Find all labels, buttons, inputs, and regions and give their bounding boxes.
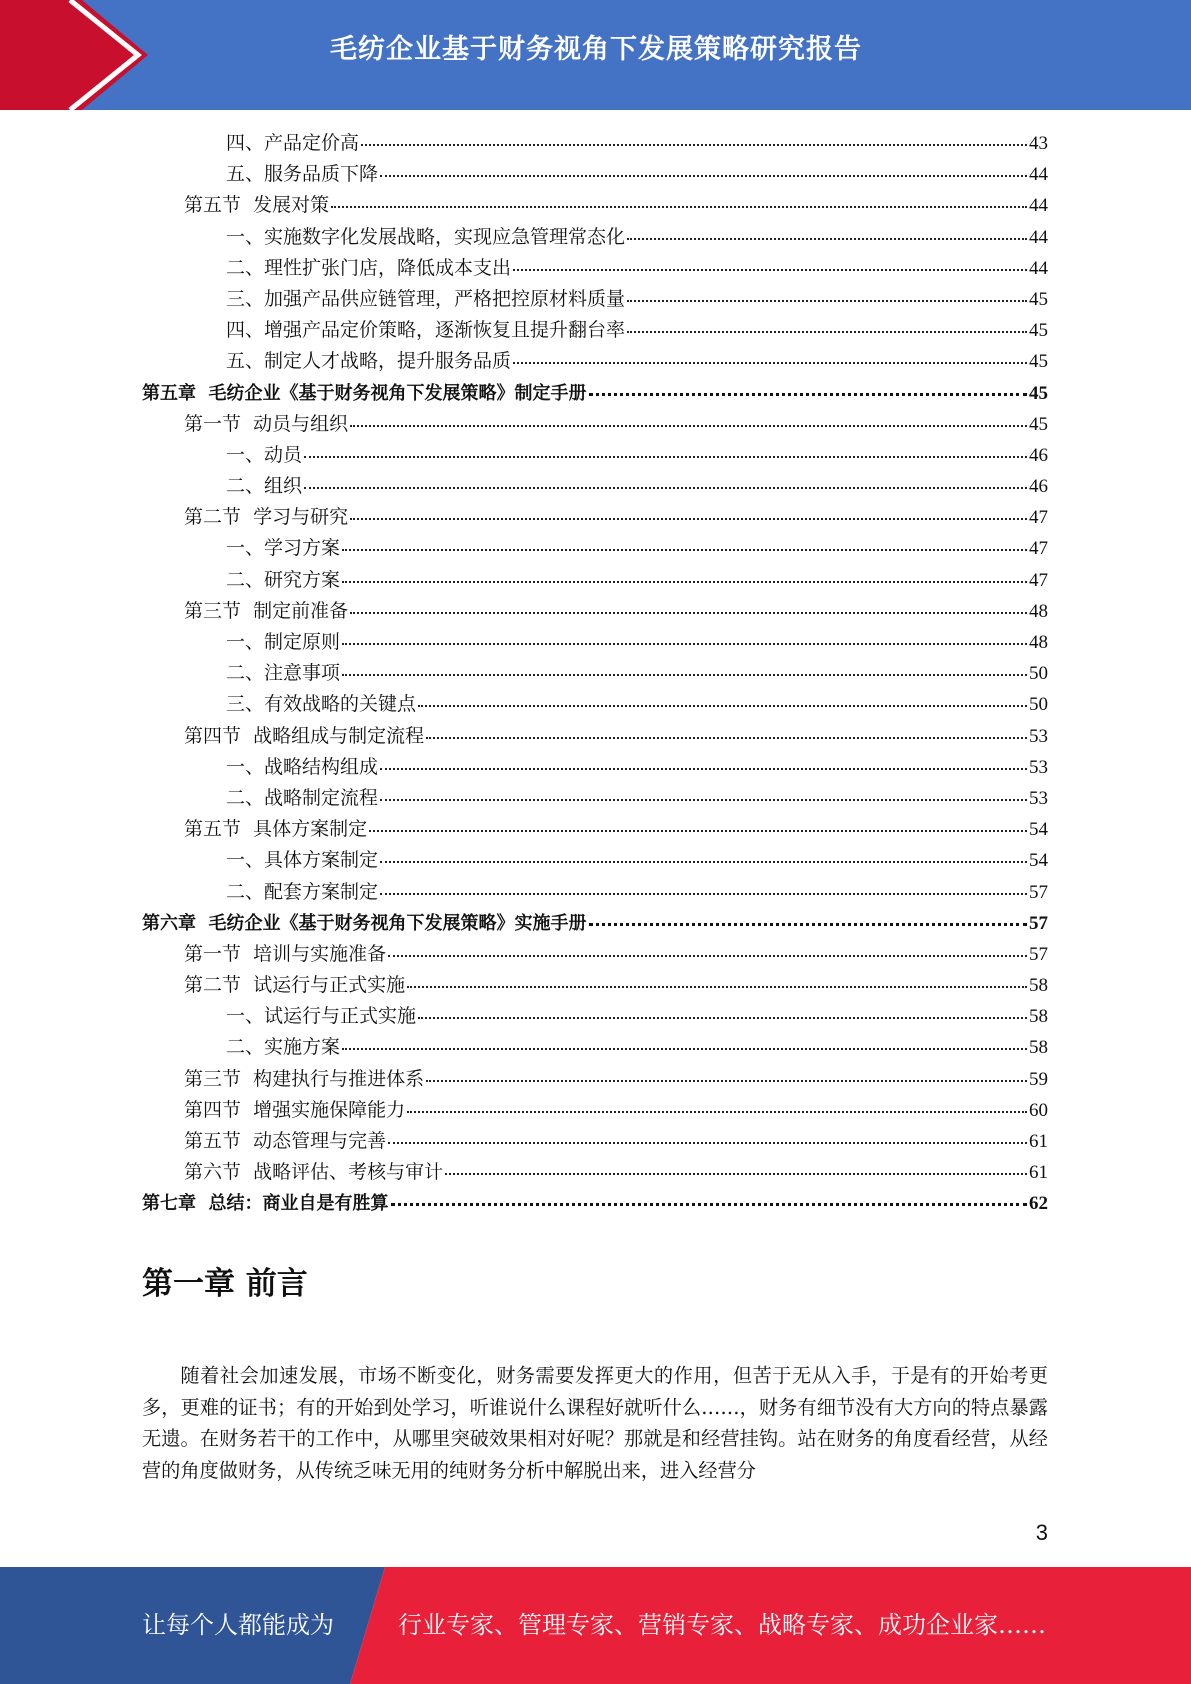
- toc-entry-page: 45: [1029, 320, 1048, 342]
- toc-entry-page: 61: [1029, 1131, 1048, 1152]
- toc-leader-dots: [380, 842, 1027, 863]
- toc-entry-label: 第七章 总结：商业自是有胜算: [142, 1193, 389, 1215]
- toc-entry-label: 二、战略制定流程: [226, 786, 379, 809]
- toc-entry-page: 43: [1029, 133, 1048, 154]
- toc-leader-dots: [342, 1029, 1027, 1050]
- toc-entry-label: 三、有效战略的关键点: [226, 693, 417, 716]
- toc-entry-label: 第五章 毛纺企业《基于财务视角下发展策略》制定手册: [142, 382, 587, 404]
- table-of-contents: [142, 128, 1048, 1220]
- toc-entry[interactable]: [142, 1188, 1048, 1219]
- toc-entry-page: 47: [1029, 507, 1048, 529]
- toc-entry-label: 一、试运行与正式实施: [226, 1005, 417, 1028]
- toc-entry-label: 一、学习方案: [226, 537, 341, 560]
- toc-entry-page: 57: [1029, 881, 1048, 903]
- toc-leader-dots: [342, 530, 1027, 551]
- page-header: [0, 0, 1191, 110]
- toc-entry-page: 45: [1029, 413, 1048, 435]
- chapter-heading: 第一章 前言: [142, 1266, 308, 1302]
- toc-entry[interactable]: [142, 814, 1048, 845]
- toc-leader-dots: [380, 874, 1027, 895]
- toc-entry-page: 50: [1029, 663, 1048, 685]
- toc-entry-page: 48: [1029, 632, 1048, 653]
- toc-entry[interactable]: [142, 222, 1048, 253]
- footer-slogan-left: 让每个人都能成为: [142, 1611, 334, 1639]
- toc-entry[interactable]: [142, 378, 1048, 409]
- footer-slogan-right: 行业专家、管理专家、营销专家、战略专家、成功企业家……: [398, 1611, 1046, 1639]
- toc-entry[interactable]: [142, 689, 1048, 720]
- toc-entry-page: 59: [1029, 1068, 1048, 1090]
- toc-entry[interactable]: [142, 596, 1048, 627]
- toc-entry[interactable]: [142, 315, 1048, 346]
- toc-entry-label: 一、具体方案制定: [226, 849, 379, 872]
- toc-entry-page: 46: [1029, 476, 1048, 498]
- toc-leader-dots: [407, 1092, 1027, 1113]
- toc-leader-dots: [407, 967, 1027, 988]
- toc-entry-label: 一、战略结构组成: [226, 755, 379, 778]
- toc-entry[interactable]: [142, 253, 1048, 284]
- toc-entry[interactable]: [142, 658, 1048, 689]
- toc-entry[interactable]: [142, 845, 1048, 876]
- toc-entry[interactable]: [142, 502, 1048, 533]
- toc-entry[interactable]: [142, 1126, 1048, 1157]
- toc-entry-page: 60: [1029, 1099, 1048, 1121]
- toc-leader-dots: [304, 468, 1027, 489]
- body-text: [142, 1360, 1048, 1486]
- toc-entry-label: 二、组织: [226, 475, 303, 498]
- toc-entry-page: 53: [1029, 756, 1048, 778]
- body-paragraph: 随着社会加速发展，市场不断变化，财务需要发挥更大的作用，但苦于无从入手，于是有的开始考更多，更难的证书；有的开始到处学习，听谁说什么课程好就听什么……，财务有细节没有大方向的特点暴露无遗。在财务若干的工作中，从哪里突破效果相对好呢？那就是和经营挂钩。站在财务的角度看经营，从经营的角度做财务，从传统乏味无用的纯财务分析中解脱出来，进入经营分: [142, 1364, 1048, 1482]
- toc-entry[interactable]: [142, 533, 1048, 564]
- toc-entry[interactable]: [142, 939, 1048, 970]
- toc-entry-label: 第四节 战略组成与制定流程: [184, 724, 425, 747]
- toc-entry-label: 第一节 动员与组织: [184, 412, 349, 435]
- toc-entry-label: 四、增强产品定价策略，逐渐恢复且提升翻台率: [226, 319, 626, 342]
- toc-entry[interactable]: [142, 159, 1048, 190]
- toc-entry-page: 58: [1029, 1006, 1048, 1028]
- toc-entry-label: 第三节 构建执行与推进体系: [184, 1067, 425, 1090]
- page-number: 3: [1035, 1520, 1048, 1545]
- toc-entry-label: 第一节 培训与实施准备: [184, 942, 387, 965]
- toc-entry[interactable]: [142, 440, 1048, 471]
- toc-entry[interactable]: [142, 783, 1048, 814]
- toc-entry-label: 第二节 学习与研究: [184, 506, 349, 529]
- toc-entry-label: 第四节 增强实施保障能力: [184, 1098, 406, 1121]
- toc-entry-page: 46: [1029, 444, 1048, 466]
- toc-entry-page: 53: [1029, 725, 1048, 747]
- toc-entry[interactable]: [142, 627, 1048, 658]
- toc-leader-dots: [589, 905, 1027, 926]
- toc-entry-page: 62: [1029, 1193, 1048, 1215]
- toc-entry[interactable]: [142, 409, 1048, 440]
- toc-entry[interactable]: [142, 284, 1048, 315]
- toc-entry-page: 61: [1029, 1162, 1048, 1184]
- toc-entry-label: 第二节 试运行与正式实施: [184, 974, 406, 997]
- toc-entry-label: 一、制定原则: [226, 631, 341, 653]
- toc-leader-dots: [589, 375, 1027, 396]
- toc-leader-dots: [331, 187, 1027, 208]
- toc-leader-dots: [513, 343, 1027, 364]
- toc-entry-label: 二、理性扩张门店，降低成本支出: [226, 256, 512, 279]
- toc-leader-dots: [391, 1185, 1027, 1206]
- toc-entry-page: 58: [1029, 975, 1048, 997]
- toc-entry-label: 五、制定人才战略，提升服务品质: [226, 350, 512, 373]
- toc-entry[interactable]: [142, 346, 1048, 377]
- page-footer: [0, 1567, 1191, 1684]
- toc-entry[interactable]: [142, 1032, 1048, 1063]
- toc-entry-page: 45: [1029, 382, 1048, 404]
- toc-leader-dots: [388, 1123, 1027, 1144]
- toc-entry-page: 44: [1029, 164, 1048, 186]
- toc-entry-label: 二、实施方案: [226, 1036, 341, 1059]
- toc-entry[interactable]: [142, 877, 1048, 908]
- toc-leader-dots: [380, 749, 1027, 770]
- toc-entry-page: 57: [1029, 912, 1048, 934]
- toc-leader-dots: [388, 936, 1027, 957]
- toc-leader-dots: [369, 811, 1027, 832]
- toc-leader-dots: [627, 312, 1027, 333]
- toc-entry-page: 44: [1029, 226, 1048, 248]
- toc-entry-page: 50: [1029, 694, 1048, 716]
- toc-entry-page: 58: [1029, 1037, 1048, 1059]
- toc-entry-label: 一、动员: [226, 443, 303, 466]
- toc-entry-page: 48: [1029, 600, 1048, 622]
- toc-leader-dots: [627, 281, 1027, 302]
- toc-entry-label: 四、产品定价高: [226, 132, 360, 154]
- toc-entry[interactable]: [142, 190, 1048, 221]
- toc-entry-label: 三、加强产品供应链管理，严格把控原材料质量: [226, 287, 626, 310]
- toc-entry-page: 54: [1029, 850, 1048, 872]
- toc-leader-dots: [380, 156, 1027, 177]
- toc-leader-dots: [418, 686, 1027, 707]
- toc-entry[interactable]: [142, 565, 1048, 596]
- toc-entry-label: 第五节 具体方案制定: [184, 818, 368, 841]
- toc-entry-page: 54: [1029, 819, 1048, 841]
- toc-leader-dots: [350, 499, 1027, 520]
- toc-entry-label: 第六节 战略评估、考核与审计: [184, 1161, 444, 1184]
- toc-entry-label: 一、实施数字化发展战略，实现应急管理常态化: [226, 225, 626, 248]
- toc-entry-page: 53: [1029, 787, 1048, 809]
- toc-leader-dots: [418, 998, 1027, 1019]
- toc-entry-label: 二、配套方案制定: [226, 880, 379, 903]
- toc-entry-label: 第五节 发展对策: [184, 194, 330, 217]
- toc-leader-dots: [342, 655, 1027, 676]
- toc-entry-page: 45: [1029, 288, 1048, 310]
- toc-entry-label: 五、服务品质下降: [226, 163, 379, 186]
- toc-leader-dots: [342, 624, 1027, 645]
- toc-entry[interactable]: [142, 1001, 1048, 1032]
- toc-leader-dots: [350, 593, 1027, 614]
- toc-leader-dots: [445, 1154, 1027, 1175]
- toc-entry-page: 44: [1029, 257, 1048, 279]
- toc-entry-label: 第五节 动态管理与完善: [184, 1130, 387, 1152]
- toc-entry[interactable]: [142, 1157, 1048, 1188]
- toc-leader-dots: [350, 406, 1027, 427]
- toc-entry[interactable]: [142, 128, 1048, 159]
- toc-entry[interactable]: [142, 908, 1048, 939]
- toc-entry[interactable]: [142, 471, 1048, 502]
- toc-leader-dots: [627, 219, 1027, 240]
- toc-entry-page: 45: [1029, 351, 1048, 373]
- toc-entry[interactable]: [142, 721, 1048, 752]
- document-title: 毛纺企业基于财务视角下发展策略研究报告: [330, 34, 862, 65]
- toc-entry-label: 二、研究方案: [226, 568, 341, 591]
- toc-entry-page: 47: [1029, 538, 1048, 560]
- chevron-decoration-icon: [0, 0, 150, 110]
- toc-leader-dots: [426, 718, 1027, 739]
- toc-leader-dots: [426, 1061, 1027, 1082]
- toc-entry-page: 57: [1029, 943, 1048, 965]
- toc-entry-label: 第六章 毛纺企业《基于财务视角下发展策略》实施手册: [142, 912, 587, 934]
- toc-entry[interactable]: [142, 1064, 1048, 1095]
- toc-entry-label: 二、注意事项: [226, 662, 341, 685]
- toc-leader-dots: [304, 437, 1027, 458]
- toc-leader-dots: [342, 562, 1027, 583]
- toc-entry-label: 第三节 制定前准备: [184, 599, 349, 622]
- toc-leader-dots: [361, 125, 1027, 146]
- toc-entry[interactable]: [142, 752, 1048, 783]
- toc-entry[interactable]: [142, 970, 1048, 1001]
- toc-leader-dots: [513, 250, 1027, 271]
- toc-leader-dots: [380, 780, 1027, 801]
- toc-entry[interactable]: [142, 1095, 1048, 1126]
- toc-entry-page: 44: [1029, 195, 1048, 217]
- toc-entry-page: 47: [1029, 569, 1048, 591]
